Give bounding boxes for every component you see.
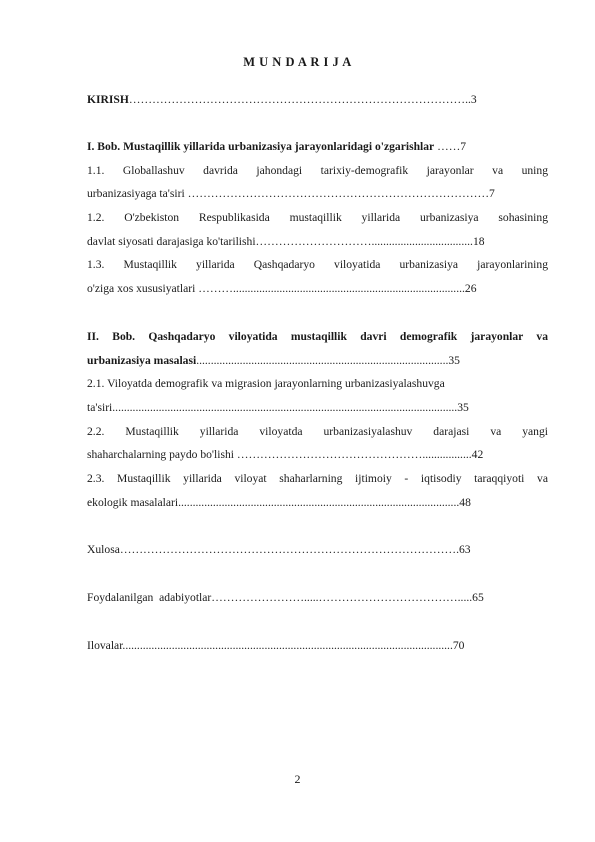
- toc-label: shaharchalarning paydo bo'lishi ………………………………………….................: [87, 448, 472, 461]
- toc-label: KIRISH: [87, 93, 129, 106]
- toc-entry-1-3-line1: 1.3. Mustaqillik yillarida Qashqadaryo viloyatida urbanizasiya jarayonlarining: [87, 258, 548, 271]
- toc-leader: …………………………………………………………………………….: [119, 543, 459, 556]
- toc-leader: ……………………………………………………………………………..: [128, 93, 471, 106]
- toc-page: 26: [464, 282, 477, 295]
- page-number: 2: [294, 772, 301, 786]
- toc-label: Xulosa: [87, 543, 120, 556]
- toc-page: 7: [460, 140, 467, 153]
- toc-entry-2-3-line1: 2.3. Mustaqillik yillarida viloyat shaharlarning ijtimoiy - iqtisodiy taraqqiyoti va: [87, 472, 548, 485]
- toc-label: Foydalanilgan adabiyotlar: [87, 591, 212, 604]
- toc-entry-chapter-1: [87, 140, 548, 154]
- toc-entry-chapter-2-line2: [87, 354, 548, 368]
- toc-page: 70: [452, 639, 465, 652]
- toc-entry-ilovalar: [87, 639, 548, 653]
- toc-entry-1-2-line1: 1.2. O'zbekiston Respublikasida mustaqillik yillarida urbanizasiya sohasining: [87, 211, 548, 224]
- toc-page: 18: [472, 235, 485, 248]
- toc-page: 7: [489, 187, 495, 200]
- toc-entry-1-3-line2: [87, 282, 548, 296]
- toc-page: 65: [472, 591, 484, 604]
- toc-entry-2-2-line1: 2.2. Mustaqillik yillarida viloyatda urbanizasiyalashuv darajasi va yangi: [87, 425, 548, 438]
- toc-entry-2-1-line1: 2.1. Viloyatda demografik va migrasion jarayonlarning urbanizasiyalashuvga: [87, 377, 445, 390]
- toc-page: 48: [459, 496, 471, 509]
- toc-label: davlat siyosati darajasiga ko'tarilishi…………………………...................................: [87, 235, 473, 248]
- toc-entry-1-2-line2: [87, 235, 548, 249]
- toc-page: 35: [448, 354, 460, 367]
- toc-entry-adabiyotlar: [87, 591, 548, 605]
- toc-entry-2-1-line2: [87, 401, 548, 415]
- toc-page: 3: [470, 93, 477, 106]
- toc-page: 42: [471, 448, 484, 461]
- toc-entry-kirish: [87, 93, 548, 107]
- page-title: M U N D A R I J A: [243, 55, 352, 69]
- toc-label: urbanizasiya masalasi: [87, 354, 197, 367]
- toc-label: ta'siri.......................................................................................................................: [87, 401, 458, 414]
- toc-label: o'ziga xos xususiyatlari ………................................................................................: [87, 282, 465, 295]
- toc-page: 63: [458, 543, 471, 556]
- toc-page: 35: [457, 401, 469, 414]
- toc-entry-2-2-line2: [87, 448, 548, 462]
- toc-entry-chapter-2-line1: II. Bob. Qashqadaryo viloyatida mustaqillik davri demografik jarayonlar va: [87, 330, 548, 343]
- toc-entry-xulosa: [87, 543, 548, 557]
- toc-label: ekologik masalalari.................................................................................................: [87, 496, 460, 509]
- toc-label: urbanizasiyaga ta'siri ……………………………………………………………………: [87, 187, 490, 200]
- toc-label: I. Bob. Mustaqillik yillarida urbanizasiya jarayonlaridagi o'zgarishlar: [87, 140, 435, 153]
- toc-leader: …………………….....……………………………….....: [211, 591, 473, 604]
- toc-leader: .......................................................................................: [196, 354, 449, 367]
- toc-label: Ilovalar: [87, 639, 123, 652]
- toc-entry-2-3-line2: [87, 496, 548, 510]
- toc-entry-1-1-line1: 1.1. Globallashuv davrida jahondagi tarixiy-demografik jarayonlar va uning: [87, 164, 548, 177]
- toc-leader: ……: [434, 140, 461, 153]
- toc-leader: ..................................................................................................................: [122, 639, 453, 652]
- toc-entry-1-1-line2: [87, 187, 548, 201]
